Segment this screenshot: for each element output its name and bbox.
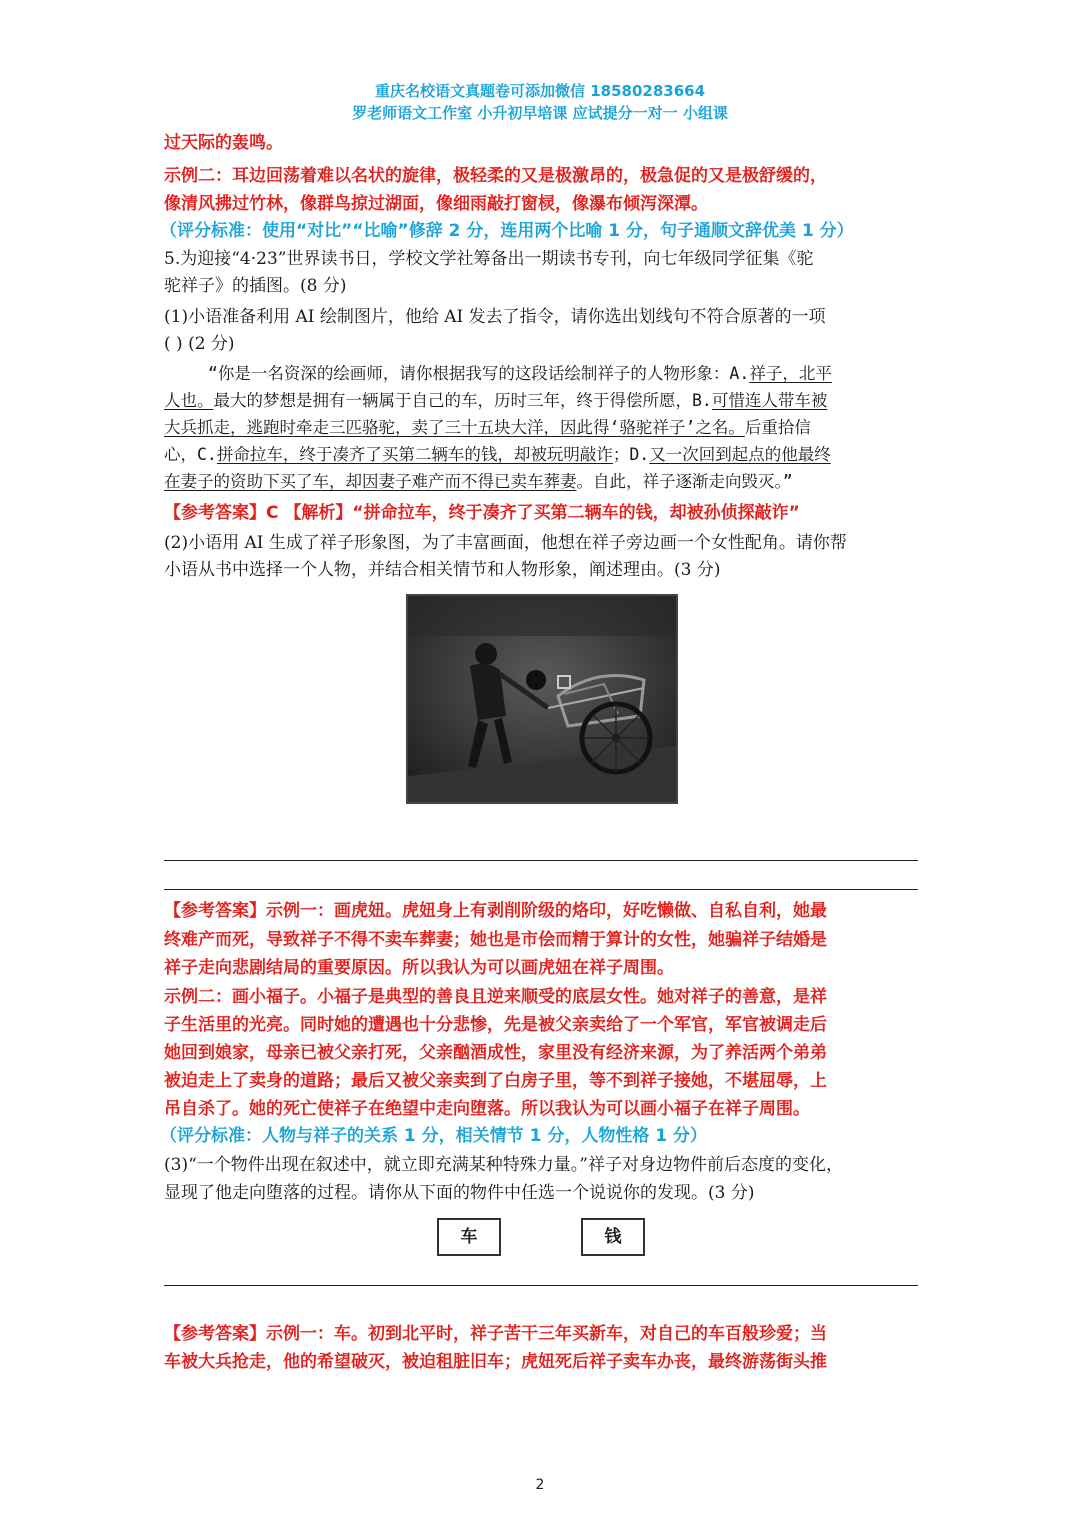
answer-line bbox=[164, 889, 918, 890]
quote-line2: 人也。最大的梦想是拥有一辆属于自己的车，历时三年，终于得偿所愿，B.可惜连人带车被 bbox=[164, 391, 828, 410]
answer-line bbox=[164, 860, 918, 861]
q4-answer-tail: 过天际的轰鸣。 bbox=[164, 133, 283, 153]
object-box-car: 车 bbox=[437, 1218, 501, 1256]
quote-line4: 心，C.拼命拉车，终于凑齐了买第二辆车的钱，却被玩明敲诈；D.又一次回到起点的他最终 bbox=[164, 445, 831, 464]
rickshaw-illustration bbox=[406, 594, 678, 804]
q5-part1-line1: (1)小语准备利用 AI 绘制图片，他给 AI 发去了指令，请你选出划线句不符合原著的一项 bbox=[164, 307, 826, 327]
q4-criteria: （评分标准：使用“对比”“比喻”修辞 2 分，连用两个比喻 1 分，句子通顺文辞优美 1 分） bbox=[160, 221, 854, 241]
p2-answer-example1-line: 终难产而死，导致祥子不得不卖车葬妻；她也是市侩而精于算计的女性，她骗祥子结婚是 bbox=[164, 930, 827, 950]
p2-criteria: （评分标准：人物与祥子的关系 1 分，相关情节 1 分，人物性格 1 分） bbox=[160, 1126, 707, 1146]
p2-answer-example1-line: 祥子走向悲剧结局的重要原因。所以我认为可以画虎妞在祥子周围。 bbox=[164, 958, 674, 978]
p2-answer-example2-line: 她回到娘家，母亲已被父亲打死，父亲酗酒成性，家里没有经济来源，为了养活两个弟弟 bbox=[164, 1043, 827, 1063]
q5-part1-answer: 【参考答案】C 【解析】“拼命拉车，终于凑齐了买第二辆车的钱，却被孙侦探敲诈” bbox=[164, 503, 800, 523]
q5-stem-line2: 驼祥子》的插图。(8 分) bbox=[164, 276, 347, 296]
p2-answer-example2-line: 子生活里的光亮。同时她的遭遇也十分悲惨，先是被父亲卖给了一个军官，军官被调走后 bbox=[164, 1015, 827, 1035]
q4-example2-line2: 像清风拂过竹林，像群鸟掠过湖面，像细雨敲打窗棂，像瀑布倾泻深潭。 bbox=[164, 194, 708, 214]
q4-example2-line1: 示例二：耳边回荡着难以名状的旋律，极轻柔的又是极激昂的，极急促的又是极舒缓的， bbox=[164, 166, 827, 186]
p2-answer-example2-line: 被迫走上了卖身的道路；最后又被父亲卖到了白房子里，等不到祥子接她，不堪屈辱，上 bbox=[164, 1071, 827, 1091]
p2-answer-example2-line: 吊自杀了。她的死亡使祥子在绝望中走向堕落。所以我认为可以画小福子在祥子周围。 bbox=[164, 1099, 810, 1119]
object-box-money: 钱 bbox=[581, 1218, 645, 1256]
q5-part3-line1: (3)“一个物件出现在叙述中，就立即充满某种特殊力量。”祥子对身边物件前后态度的变化， bbox=[164, 1155, 843, 1175]
p2-answer-example1-line: 【参考答案】示例一：画虎妞。虎妞身上有剥削阶级的烙印，好吃懒做、自私自利，她最 bbox=[164, 901, 827, 921]
p3-answer-line: 【参考答案】示例一：车。初到北平时，祥子苦干三年买新车，对自己的车百般珍爱；当 bbox=[164, 1324, 827, 1344]
header-contact: 重庆名校语文真题卷可添加微信 18580283664 bbox=[374, 82, 706, 100]
p2-answer-example2-line: 示例二：画小福子。小福子是典型的善良且逆来顺受的底层女性。她对祥子的善意，是祥 bbox=[164, 987, 827, 1007]
q5-part3-line2: 显现了他走向堕落的过程。请你从下面的物件中任选一个说说你的发现。(3 分) bbox=[164, 1183, 755, 1203]
header-studio: 罗老师语文工作室 小升初早培课 应试提分一对一 小组课 bbox=[352, 104, 728, 122]
p3-answer-line: 车被大兵抢走，他的希望破灭，被迫租脏旧车；虎妞死后祥子卖车办丧，最终游荡街头推 bbox=[164, 1352, 827, 1372]
quote-line1: “你是一名资深的绘画师，请你根据我写的这段话绘制祥子的人物形象：A.祥子，北平 bbox=[208, 364, 832, 383]
q5-part1-line2: ( ) (2 分) bbox=[164, 334, 235, 354]
quote-line3: 大兵抓走，逃跑时牵走三匹骆驼，卖了三十五块大洋，因此得‘骆驼祥子’之名。后重拾信 bbox=[164, 418, 811, 437]
quote-line5: 在妻子的资助下买了车，却因妻子难产而不得已卖车葬妻。自此，祥子逐渐走向毁灭。” bbox=[164, 472, 793, 491]
q5-part2-line1: (2)小语用 AI 生成了祥子形象图，为了丰富画面，他想在祥子旁边画一个女性配角。请你帮 bbox=[164, 533, 847, 553]
q5-stem-line1: 5.为迎接“4·23”世界读书日，学校文学社筹备出一期读书专刊，向七年级同学征集《驼 bbox=[164, 249, 814, 269]
page-number: 2 bbox=[535, 1477, 545, 1493]
q5-part2-line2: 小语从书中选择一个人物，并结合相关情节和人物形象，阐述理由。(3 分) bbox=[164, 560, 721, 580]
answer-line bbox=[164, 1285, 918, 1286]
